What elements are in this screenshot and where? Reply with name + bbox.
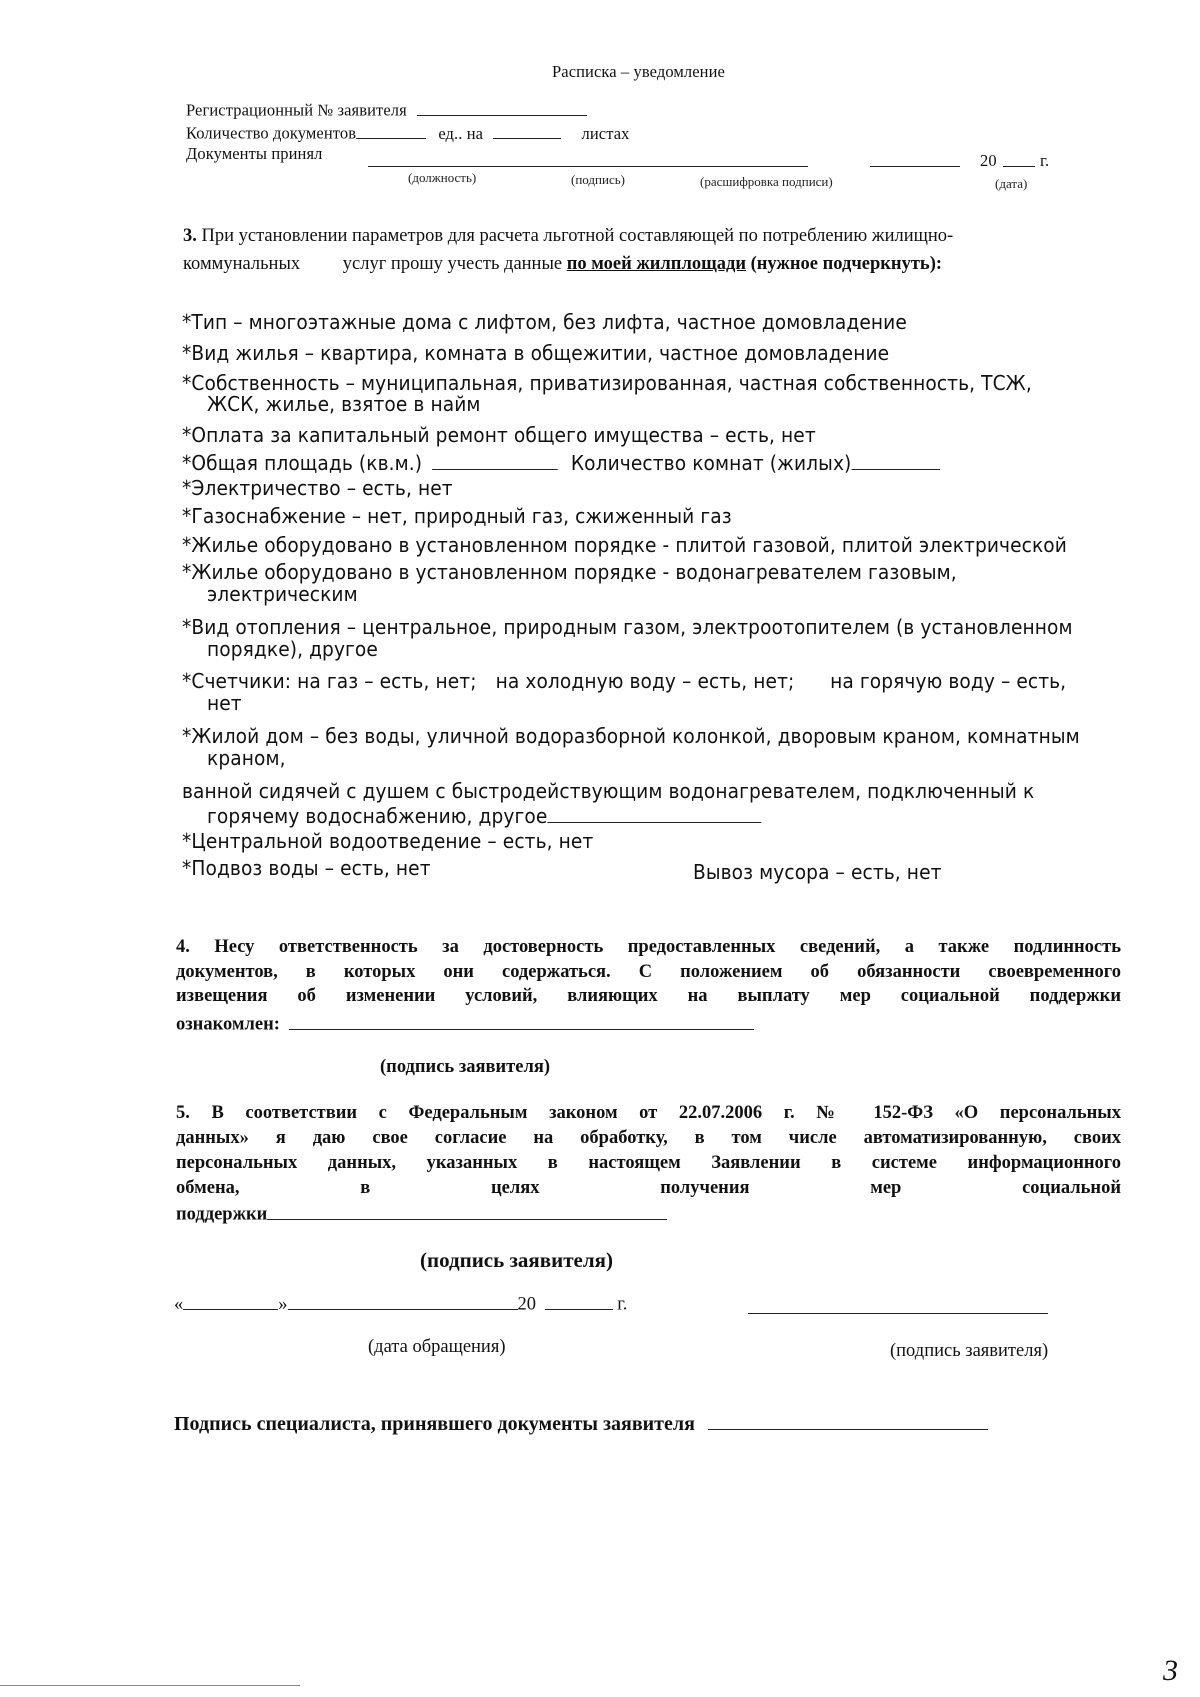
item-meters-cont: нет xyxy=(207,691,242,715)
docs-count-field[interactable] xyxy=(356,121,426,139)
applicant-signature-caption: (подпись заявителя) xyxy=(890,1341,1049,1361)
section4-line4 xyxy=(176,1010,754,1036)
caption-position: (должность) xyxy=(408,170,477,185)
section5-line4: обмена, в целях получения мер социальной xyxy=(176,1178,1121,1198)
section5-line3: персональных данных, указанных в настоящем Заявлении в системе информационного xyxy=(176,1153,1121,1173)
item-area-label: *Общая площадь (кв.м.) xyxy=(182,451,423,475)
caption-signature: (подпись) xyxy=(571,172,625,187)
item-bath-cont xyxy=(207,802,761,828)
item-bath-cont-text: горячему водоснабжению, другое xyxy=(207,804,548,828)
section3-text-c: по моей жилплощади xyxy=(566,254,746,274)
caption-decoding: (расшифровка подписи) xyxy=(700,174,833,189)
specialist-signature-field[interactable] xyxy=(708,1409,988,1430)
quote-open: « xyxy=(174,1294,184,1315)
section5-caption: (подпись заявителя) xyxy=(420,1248,613,1272)
item-gas: *Газоснабжение – нет, природный газ, сжиженный газ xyxy=(182,504,732,528)
units-label: ед.. на xyxy=(438,123,484,143)
item-garbage: Вывоз мусора – есть, нет xyxy=(693,860,942,884)
item-housing-kind: *Вид жилья – квартира, комната в общежитии, частное домовладение xyxy=(182,341,890,365)
item-house-water: *Жилой дом – без воды, уличной водоразборной колонкой, дворовым краном, комнатным xyxy=(182,724,1080,748)
item-meters-hot: на горячую воду – есть, xyxy=(830,669,1067,693)
appeal-year-field[interactable] xyxy=(545,1290,613,1310)
item-ownership-cont: ЖСК, жилье, взятое в найм xyxy=(207,392,481,416)
quote-close: » xyxy=(278,1294,288,1315)
page-number: 3 xyxy=(1163,1654,1178,1687)
item-drainage: *Центральной водоотведение – есть, нет xyxy=(182,829,594,853)
section4-signature-field[interactable] xyxy=(289,1010,754,1030)
area-field[interactable] xyxy=(432,449,558,470)
item-meters-gas: *Счетчики: на газ – есть, нет; xyxy=(182,669,477,693)
appeal-date-row xyxy=(174,1290,627,1316)
item-stove: *Жилье оборудовано в установленном порядке - плитой газовой, плитой электрической xyxy=(182,533,1067,557)
item-water-heater-cont: электрическим xyxy=(207,582,358,606)
section3-text-d: (нужное подчеркнуть): xyxy=(750,254,943,274)
accepted-date-line[interactable] xyxy=(870,166,960,167)
section3-line2 xyxy=(183,254,942,275)
docs-count-row xyxy=(186,121,630,144)
accepted-signature-line[interactable] xyxy=(368,166,808,167)
item-area-row xyxy=(182,449,940,475)
appeal-year-prefix: 20 xyxy=(517,1294,536,1315)
sheets-count-field[interactable] xyxy=(493,121,561,139)
section5-signature-field[interactable] xyxy=(267,1200,667,1220)
item-heating-cont: порядке), другое xyxy=(207,637,378,661)
applicant-signature-line[interactable] xyxy=(748,1313,1048,1314)
item-meters-row xyxy=(182,669,1066,693)
document-title: Расписка – уведомление xyxy=(552,62,725,81)
item-electricity: *Электричество – есть, нет xyxy=(182,476,453,500)
specialist-signature-row xyxy=(174,1409,988,1436)
appeal-date-caption: (дата обращения) xyxy=(368,1337,506,1357)
section4-line3: извещения об изменении условий, влияющих на выплату мер социальной поддержки xyxy=(176,986,1121,1006)
section3-text-b: услуг прошу учесть данные xyxy=(342,254,563,274)
specialist-label: Подпись специалиста, принявшего документы заявителя xyxy=(174,1413,695,1435)
item-type: *Тип – многоэтажные дома с лифтом, без лифта, частное домовладение xyxy=(182,310,907,334)
section4-line2: документов, в которых они содержаться. С положением об обязанности своевременного xyxy=(176,962,1121,982)
item-heating: *Вид отопления – центральное, природным газом, электроотопителем (в установленном xyxy=(182,615,1073,639)
accepted-year-prefix: 20 xyxy=(980,151,997,170)
section4-acquainted-label: ознакомлен: xyxy=(176,1014,280,1035)
item-bath: ванной сидячей с душем с быстродействующим водонагревателем, подключенный к xyxy=(182,779,1035,803)
section3-text-line1: При установлении параметров для расчета льготной составляющей по потреблению жилищно- xyxy=(201,226,954,246)
appeal-year-suffix: г. xyxy=(617,1294,628,1315)
item-meters-cold: на холодную воду – есть, нет; xyxy=(495,669,795,693)
accepted-label: Документы принял xyxy=(186,144,323,163)
reg-number-row xyxy=(186,98,587,121)
item-rooms-label: Количество комнат (жилых) xyxy=(570,451,852,475)
item-house-water-cont: краном, xyxy=(207,746,286,770)
section5-line1: 5. В соответствии с Федеральным законом от 22.07.2006 г. № 152-ФЗ «О персональных xyxy=(176,1103,1121,1123)
section3-text-a: коммунальных xyxy=(183,254,301,274)
rooms-field[interactable] xyxy=(851,449,939,470)
appeal-month-field[interactable] xyxy=(288,1290,518,1310)
accepted-year-field[interactable] xyxy=(1003,166,1035,167)
section4-caption: (подпись заявителя) xyxy=(380,1057,551,1077)
scan-edge-line xyxy=(0,1685,300,1686)
item-water-delivery: *Подвоз воды – есть, нет xyxy=(182,856,431,880)
appeal-day-field[interactable] xyxy=(183,1290,278,1310)
item-water-heater: *Жилье оборудовано в установленном порядке - водонагревателем газовым, xyxy=(182,560,957,584)
section5-line5 xyxy=(176,1200,667,1226)
caption-date: (дата) xyxy=(995,176,1028,191)
section5-line2: данных» я даю свое согласие на обработку, в том числе автоматизированную, своих xyxy=(176,1128,1121,1148)
reg-number-label: Регистрационный № заявителя xyxy=(186,100,407,120)
section3-line1 xyxy=(183,226,953,247)
section3-number: 3. xyxy=(183,226,197,246)
section5-support-label: поддержки xyxy=(176,1204,268,1225)
accepted-year-suffix: г. xyxy=(1040,151,1050,170)
item-ownership: *Собственность – муниципальная, приватизированная, частная собственность, ТСЖ, xyxy=(182,371,1032,395)
item-capital-repair: *Оплата за капитальный ремонт общего имущества – есть, нет xyxy=(182,423,816,447)
sheets-label: листах xyxy=(581,123,630,143)
reg-number-field[interactable] xyxy=(417,98,587,116)
docs-count-label: Количество документов xyxy=(186,123,357,143)
section4-line1: 4. Несу ответственность за достоверность предоставленных сведений, а также подлинность xyxy=(176,937,1121,957)
other-water-field[interactable] xyxy=(547,802,761,823)
